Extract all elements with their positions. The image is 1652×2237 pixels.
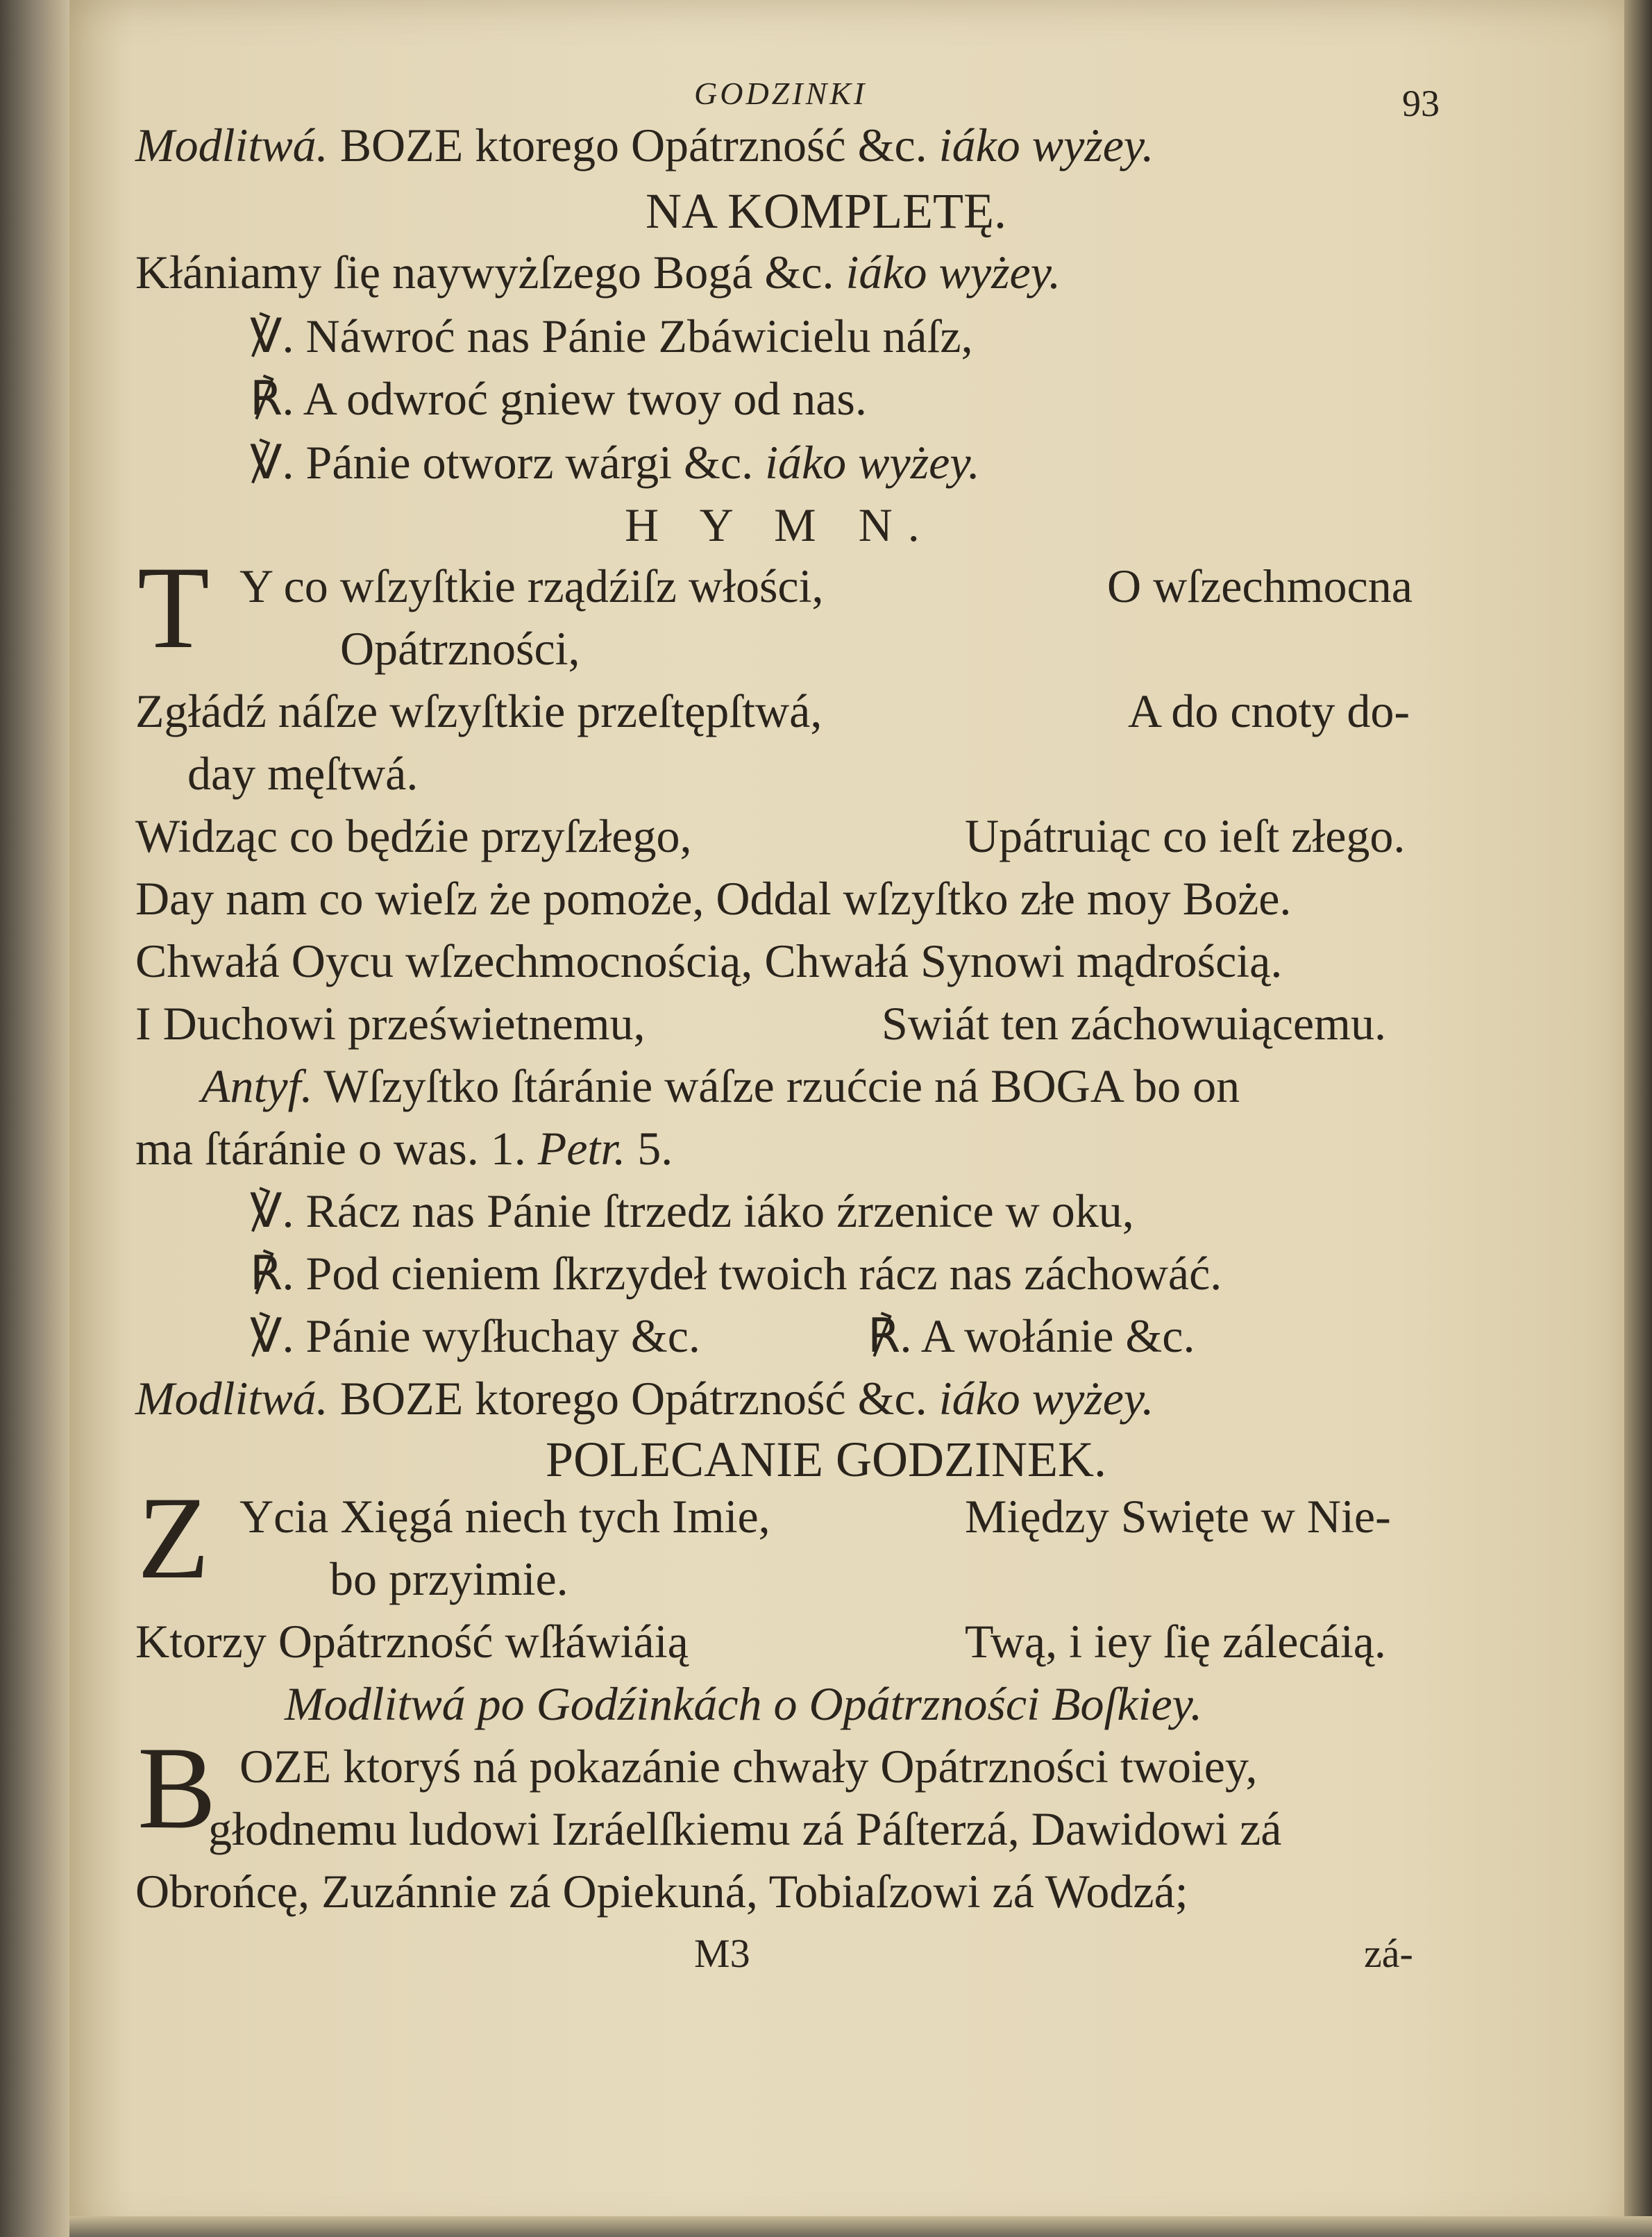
versicle-4: ℣. Pánie wyſłuchay &c. (250, 1309, 700, 1362)
versicle-2: ℣. Pánie otworz wárgi &c. iáko wyżey. (250, 436, 980, 489)
antiphon-line-2: ma ſtáránie o was. 1. Petr. 5. (135, 1122, 673, 1175)
commendation-line-1a: Ycia Xięgá niech tych Imie, (239, 1490, 770, 1543)
hymn-line-6b: Swiát ten záchowuiącemu. (882, 997, 1386, 1050)
prayer-title: Modlitwá po Godźinkách o Opátrzności Boſkiey. (285, 1677, 1203, 1730)
versicle-3: ℣. Rácz nas Pánie ſtrzedz iáko źrzenice w oku, (250, 1184, 1134, 1237)
commendation-line-1c: bo przyimie. (330, 1552, 568, 1605)
catchword: zá- (1364, 1931, 1413, 1976)
prayer-text-line-2: głodnemu ludowi Izráelſkiemu zá Páſterzá, Dawidowi zá (208, 1802, 1282, 1855)
prayer-line-2: Modlitwá. BOZE ktorego Opátrzność &c. iáko wyżey. (135, 1372, 1154, 1425)
commendation-line-1b: Między Swięte w Nie- (965, 1490, 1391, 1543)
hymn-line-2c: day męſtwá. (187, 747, 419, 800)
hymn-line-4: Day nam co wieſz że pomoże, Oddal wſzyſtko złe moy Boże. (135, 872, 1292, 925)
hymn-line-3a: Widząc co będźie przyſzłego, (135, 810, 692, 862)
prayer-text-line-3: Obrońcę, Zuzánnie zá Opiekuná, Tobiaſzowi zá Wodzá; (135, 1865, 1188, 1918)
drop-cap-b: B (137, 1723, 217, 1853)
hymn-line-3b: Upátruiąc co ieſt złego. (965, 810, 1406, 862)
section-title-kompleta: NA KOMPLETĘ. (646, 183, 1006, 239)
hymn-line-6a: I Duchowi prześwietnemu, (135, 997, 646, 1050)
antiphon-line-1: Antyf. Wſzyſtko ſtáránie wáſze rzućcie ná BOGA bo on (201, 1059, 1240, 1112)
response-1: ℟. A odwroć gniew twoy od nas. (250, 372, 867, 425)
signature-mark: M3 (694, 1931, 750, 1976)
prayer-text-line-1: OZE ktoryś ná pokazánie chwały Opátrzności twoiey, (239, 1740, 1258, 1793)
page-edge-shadow (1624, 0, 1652, 2237)
hymn-line-2a: Zgłádź náſze wſzyſtkie przeſtępſtwá, (135, 685, 823, 737)
drop-cap-t: T (137, 542, 210, 673)
page-number: 93 (1402, 83, 1440, 124)
section-title-polecanie: POLECANIE GODZINEK. (546, 1432, 1106, 1487)
versicle-1: ℣. Náwroć nas Pánie Zbáwicielu náſz, (250, 310, 973, 362)
response-2: ℟. Pod cieniem ſkrzydeł twoich rácz nas záchowáć. (250, 1247, 1222, 1300)
hymn-line-1b: O wſzechmocna (1107, 560, 1413, 612)
prayer-line-1: Modlitwá. BOZE ktorego Opátrzność &c. iáko wyżey. (135, 119, 1154, 171)
hymn-line-5: Chwałá Oycu wſzechmocnością, Chwałá Synowi mądrością. (135, 935, 1283, 987)
hymn-line-1c: Opátrzności, (340, 622, 580, 675)
invitatory-line: Kłániamy ſię naywyżſzego Bogá &c. iáko wyżey. (135, 246, 1061, 299)
commendation-line-2a: Ktorzy Opátrzność wſłáwiáią (135, 1615, 689, 1668)
page-bottom-edge (69, 2216, 1652, 2237)
commendation-line-2b: Twą, i iey ſię zálecáią. (965, 1615, 1386, 1668)
response-3: ℟. A wołánie &c. (868, 1309, 1195, 1362)
hymn-line-1a: Y co wſzyſtkie rządźiſz włości, (239, 560, 824, 612)
drop-cap-z: Z (137, 1473, 210, 1603)
hymn-title: H Y M N. (625, 498, 935, 551)
hymn-line-2b: A do cnoty do- (1128, 685, 1410, 737)
running-title: GODZINKI (694, 76, 868, 111)
